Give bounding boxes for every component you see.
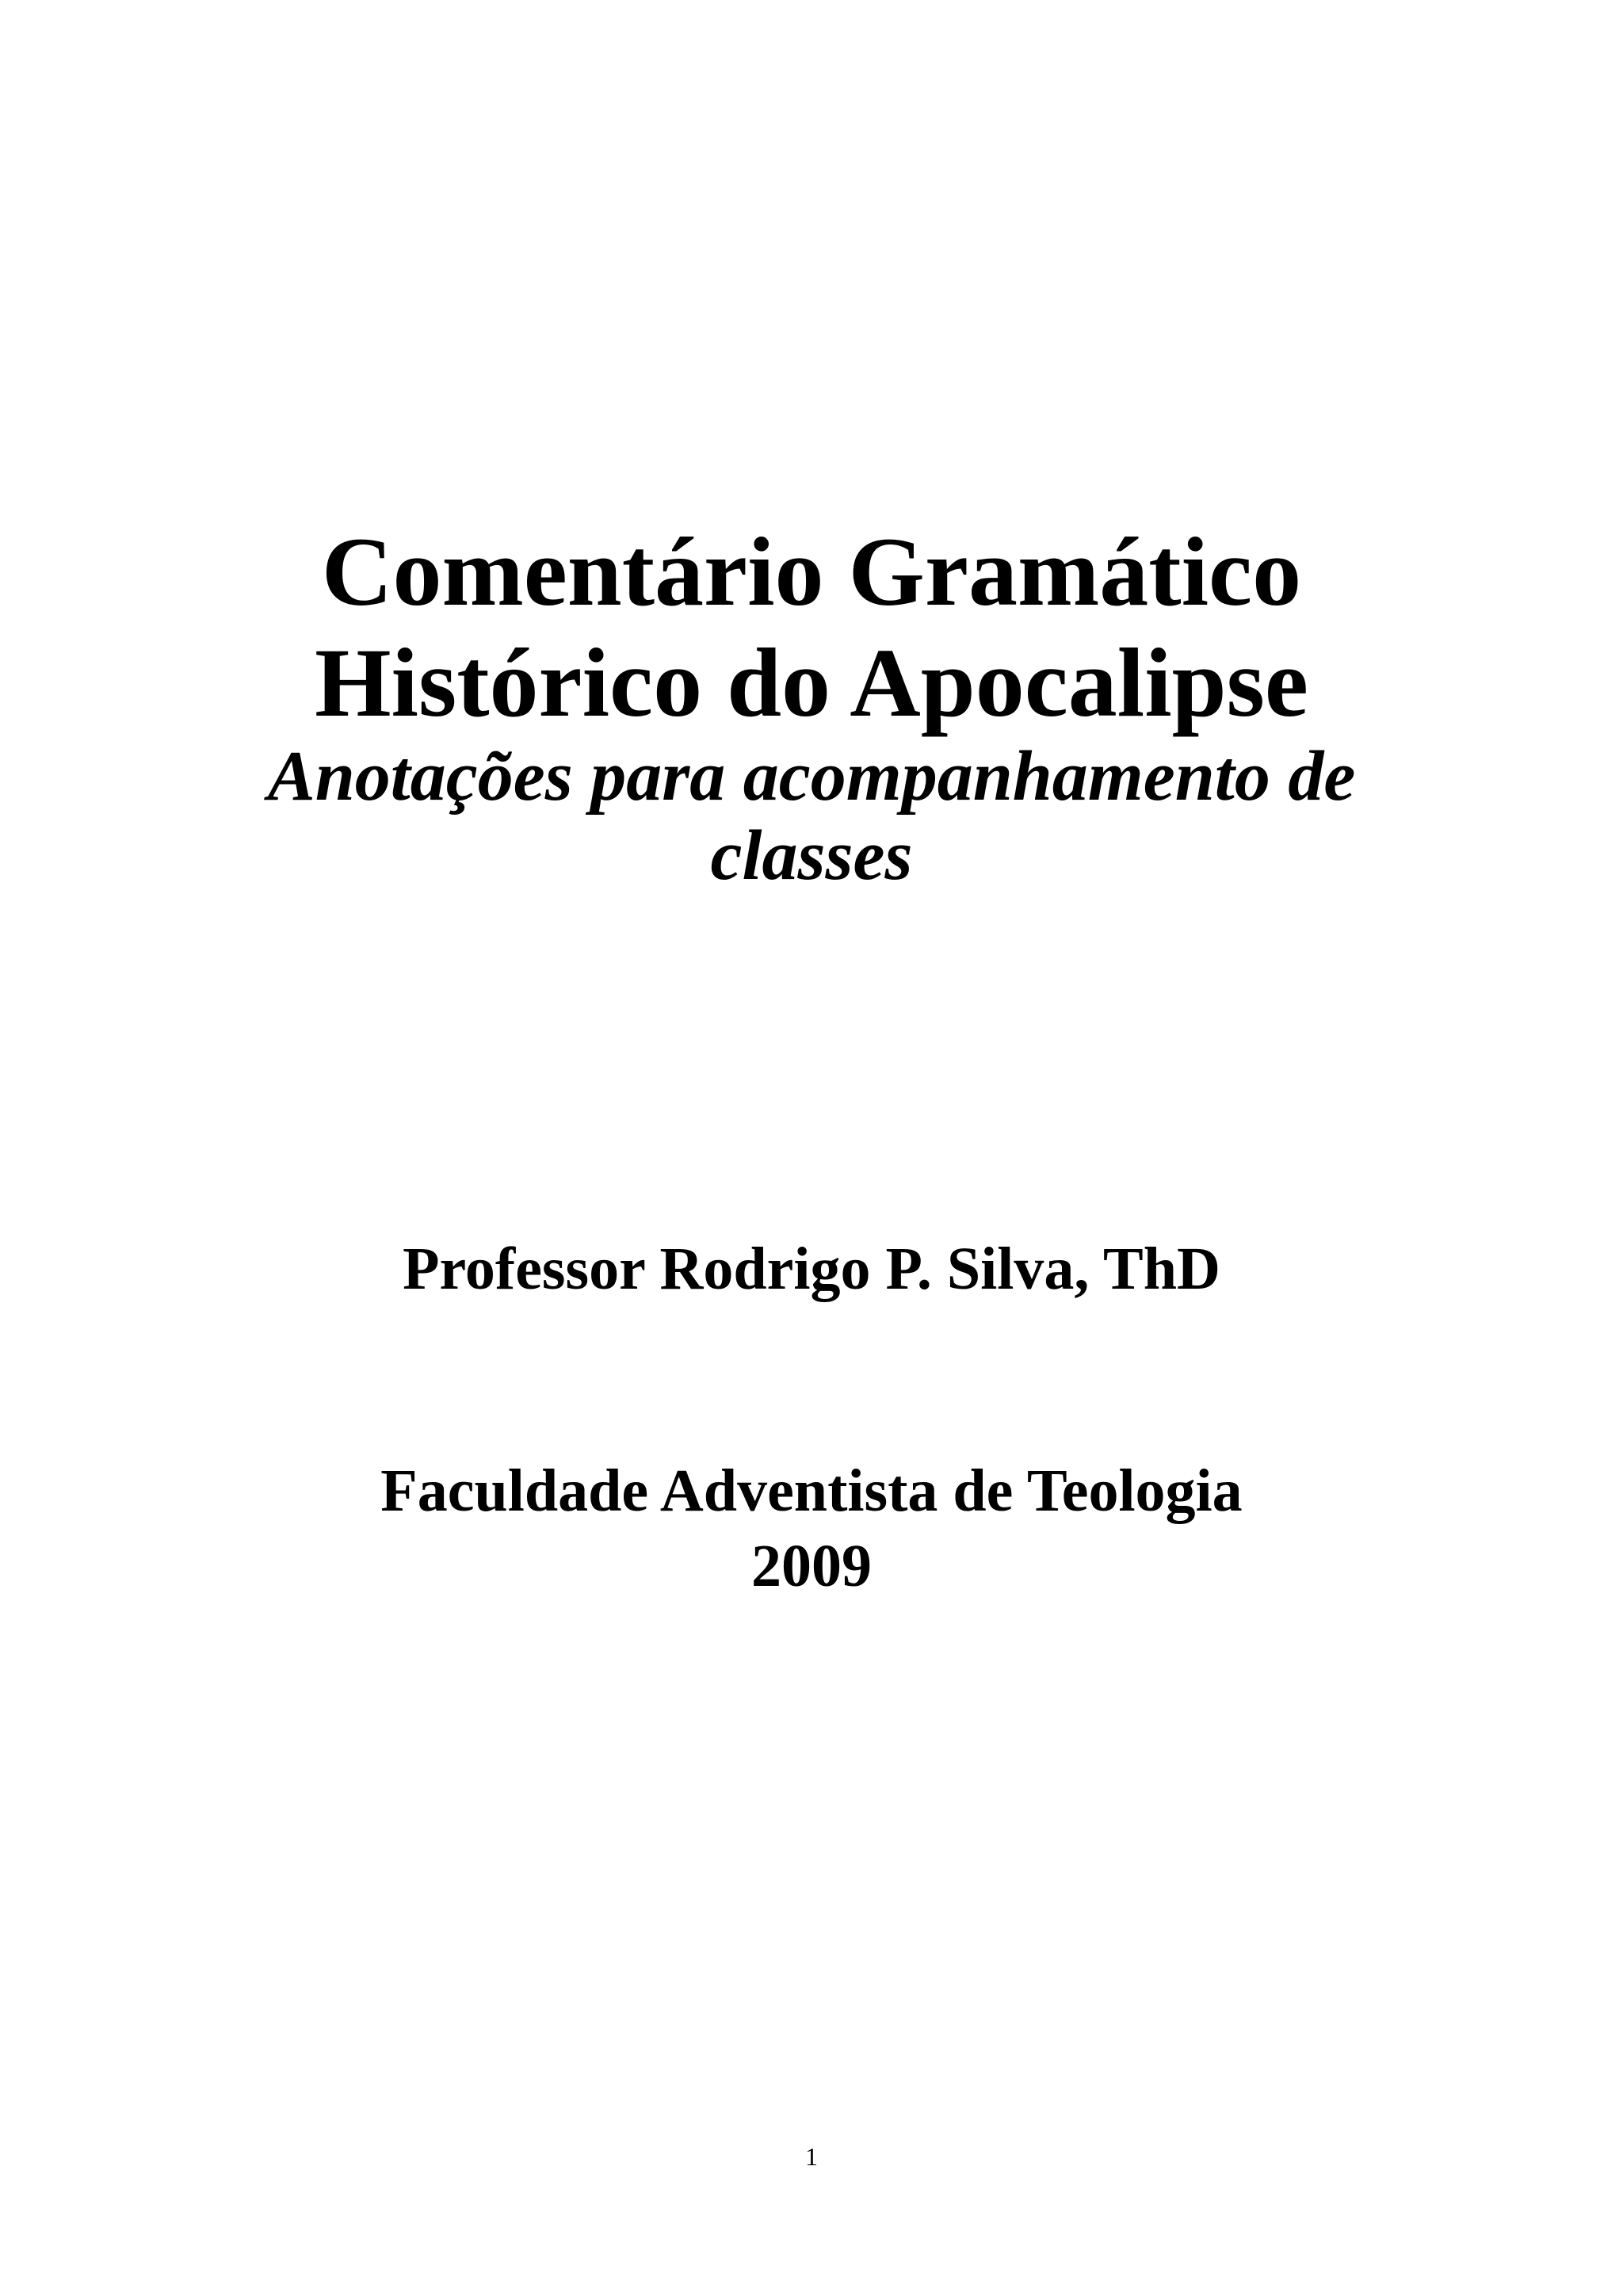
title-line-2: Histórico do Apocalipse <box>315 628 1308 737</box>
page-number: 1 <box>805 2142 818 2171</box>
institution-name: Faculdade Adventista de Teologia <box>380 1457 1243 1524</box>
author-name: Professor Rodrigo P. Silva, ThD <box>403 1236 1220 1302</box>
subtitle-line-2: classes <box>710 816 913 895</box>
title-line-1: Comentário Gramático <box>321 518 1302 626</box>
subtitle-line-1: Anotações para acompanhamento de <box>267 737 1356 816</box>
publication-year: 2009 <box>751 1533 872 1599</box>
